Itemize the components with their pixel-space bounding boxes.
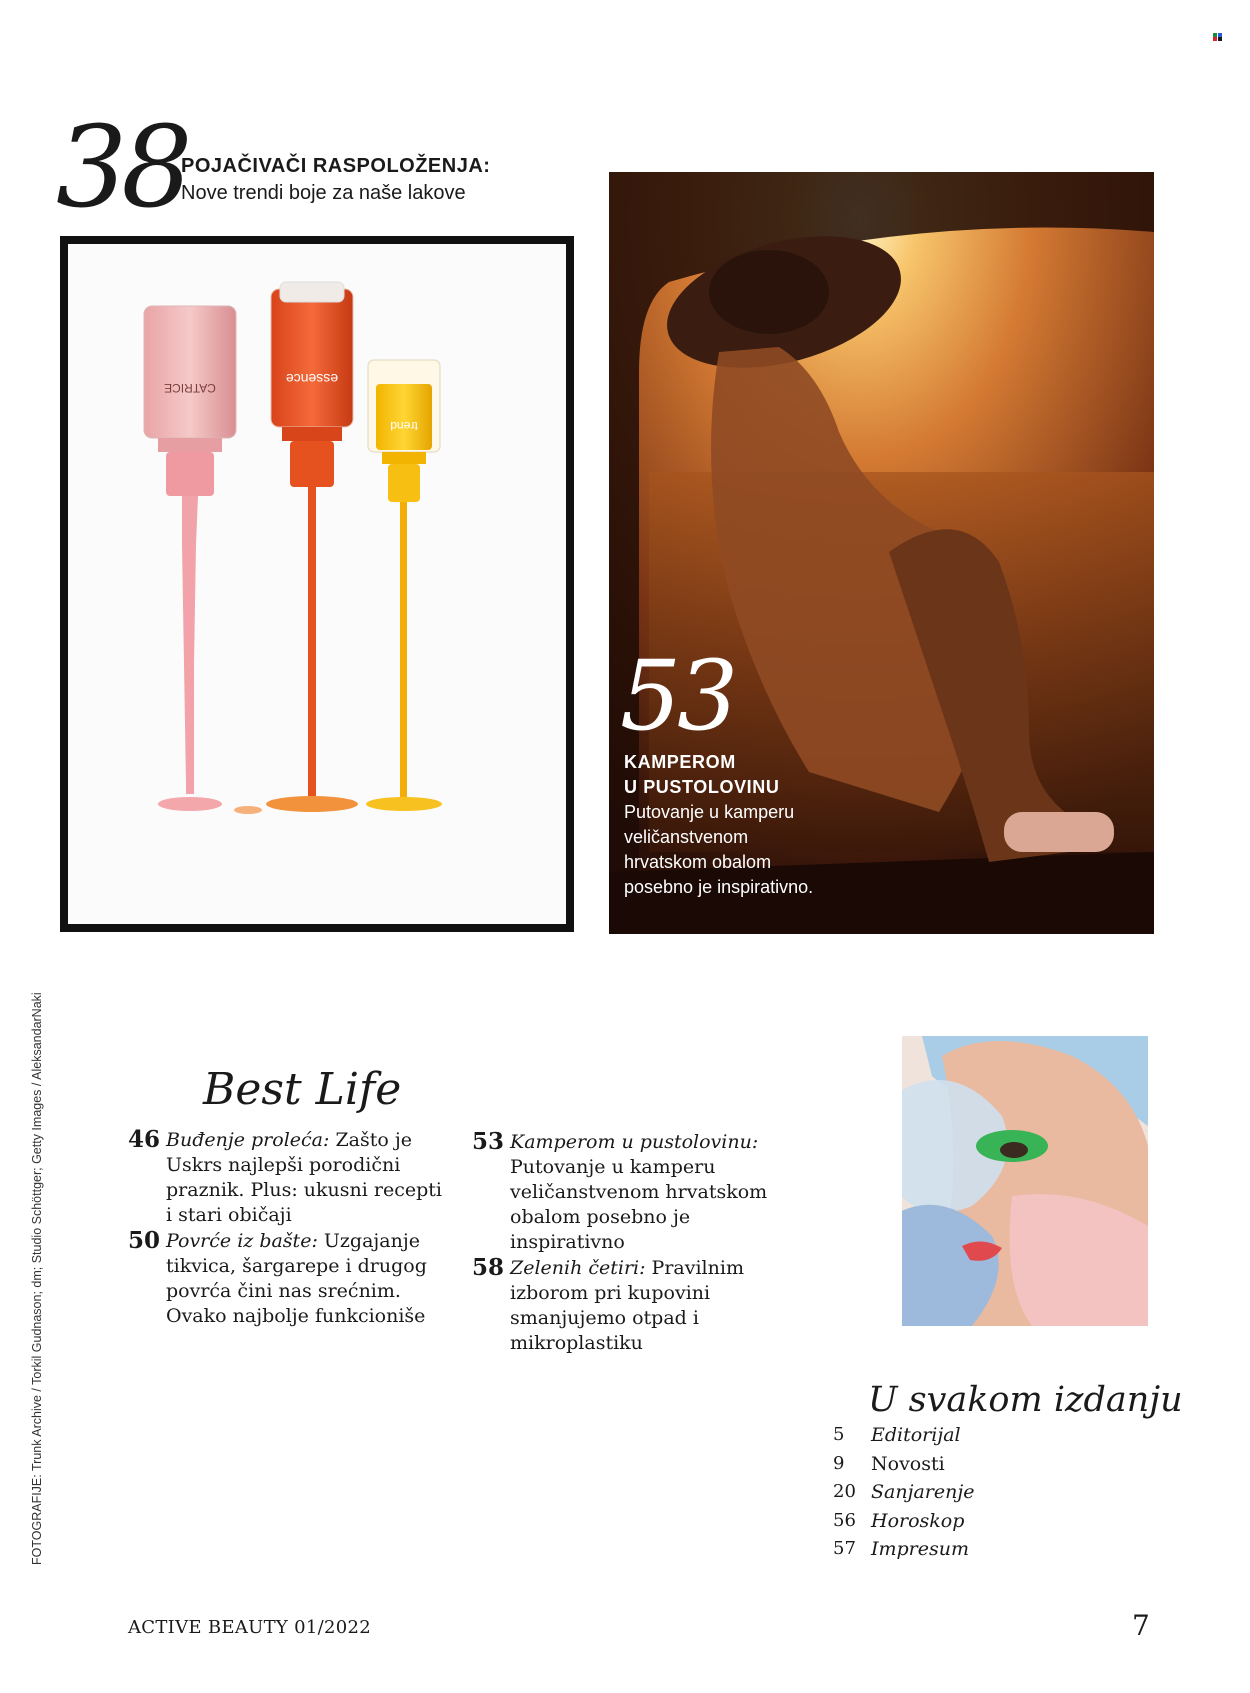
list-label: Impresum bbox=[871, 1538, 970, 1560]
toc-page-number: 50 bbox=[128, 1227, 161, 1254]
toc-entry[interactable] bbox=[128, 1128, 448, 1228]
footer-magazine-issue: ACTIVE BEAUTY 01/2022 bbox=[128, 1617, 371, 1638]
feature-38-heading bbox=[181, 155, 490, 205]
every-issue-title: U svakom izdanju bbox=[868, 1380, 1183, 1420]
feature-38-subtitle: Nove trendi boje za naše lakove bbox=[181, 182, 466, 204]
footer-page-number: 7 bbox=[1132, 1609, 1150, 1642]
feature-38-title: POJAČIVAČI RASPOLOŽENJA: bbox=[181, 155, 491, 177]
feature-53-text-line: Putovanje u kamperu bbox=[624, 802, 795, 822]
feature-53-text-line: veličanstvenom bbox=[624, 827, 749, 847]
toc-lead: Povrće iz bašte: bbox=[166, 1230, 318, 1252]
toc-entry[interactable] bbox=[472, 1256, 772, 1356]
best-life-title: Best Life bbox=[203, 1064, 402, 1115]
polish-label-right: trend bbox=[390, 419, 418, 433]
list-page-number: 20 bbox=[833, 1481, 856, 1502]
photo-credit: FOTOGRAFIJE: Trunk Archive / Torkil Gudnason; dm; Studio Schöttger; Getty Images / AleksandarNaki bbox=[30, 992, 44, 1565]
toc-page-number: 53 bbox=[472, 1128, 505, 1155]
toc-text: Putovanje u kamperu veličanstvenom hrvatskom obalom posebno je inspirativno bbox=[510, 1156, 768, 1253]
toc-text: Pravilnim izborom pri kupovini smanjujemo otpad i mikroplastiku bbox=[510, 1257, 744, 1354]
toc-page-number: 58 bbox=[472, 1254, 505, 1281]
feature-53-text-line: posebno je inspirativno. bbox=[624, 877, 814, 897]
toc-lead: Zelenih četiri: bbox=[510, 1257, 646, 1279]
feature-53-text-line: hrvatskom obalom bbox=[624, 852, 772, 872]
toc-lead: Kamperom u pustolovinu: bbox=[510, 1131, 759, 1153]
list-label: Novosti bbox=[871, 1452, 945, 1475]
toc-entry[interactable] bbox=[472, 1130, 772, 1255]
toc-text: Uzgajanje tikvica, šargarepe i drugog povrća čini nas srećnim. Ovako najbolje funkcioniše bbox=[166, 1230, 427, 1327]
list-page-number: 57 bbox=[833, 1538, 856, 1559]
polish-label-left: CATRICE bbox=[164, 381, 216, 395]
feature-53-caption bbox=[624, 750, 813, 900]
list-page-number: 56 bbox=[833, 1509, 856, 1531]
nail-polish-illustration bbox=[68, 244, 566, 924]
best-life-left-column bbox=[128, 1128, 448, 1330]
toc-text: Zašto je Uskrs najlepši porodični praznik. Plus: ukusni recepti i stari običaji bbox=[166, 1129, 442, 1226]
list-page-number: 5 bbox=[833, 1424, 845, 1445]
toc-entry[interactable] bbox=[128, 1229, 448, 1329]
list-label: Sanjarenje bbox=[871, 1481, 975, 1503]
toc-page-number: 46 bbox=[128, 1126, 161, 1153]
face-makeup-illustration bbox=[902, 1036, 1148, 1326]
feature-53-title-line1: KAMPEROM bbox=[624, 752, 736, 772]
list-label: Horoskop bbox=[871, 1509, 965, 1532]
best-life-right-column bbox=[472, 1130, 772, 1357]
polish-label-middle: essence bbox=[285, 371, 339, 387]
list-label: Editorijal bbox=[871, 1424, 961, 1446]
corner-mark bbox=[1213, 33, 1223, 41]
toc-lead: Buđenje proleća: bbox=[166, 1129, 330, 1151]
face-makeup-photo bbox=[902, 1036, 1148, 1326]
nail-polish-image bbox=[60, 236, 574, 932]
feature-38-page-number: 38 bbox=[56, 103, 187, 233]
feature-53-title-line2: U PUSTOLOVINU bbox=[624, 777, 780, 797]
list-page-number: 9 bbox=[833, 1452, 845, 1474]
feature-53-page-number: 53 bbox=[620, 640, 735, 752]
